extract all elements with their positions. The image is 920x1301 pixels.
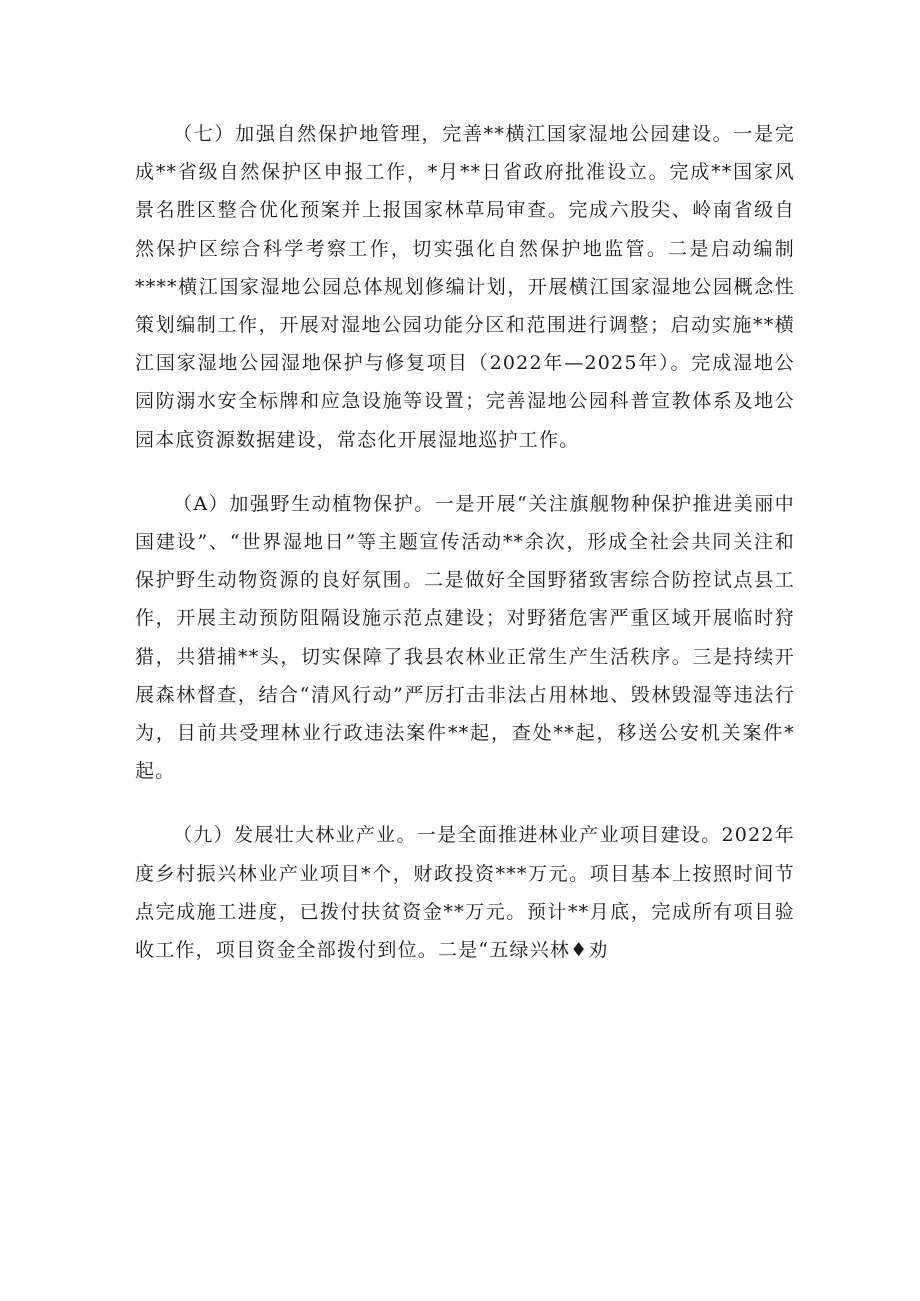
paragraph-section-8: （A）加强野生动植物保护。一是开展“关注旗舰物种保护推进美丽中国建设”、“世界湿地日”等主题宣传活动**余次，形成全社会共同关注和保护野生动物资源的良好氛围。二是做好全国野猪致害综合防控试点县工作，开展主动预防阻隔设施示范点建设；对野猪危害严重区域开展临时狩猎，共猎捕**头，切实保障了我县农林业正常生产生活秩序。三是持续开展森林督查，结合“清风行动”严厉打击非法占用林地、毁林毁湿等违法行为，目前共受理林业行政违法案件**起，查处**起，移送公安机关案件*起。 bbox=[135, 492, 795, 783]
paragraph-section-7: （七）加强自然保护地管理，完善**横江国家湿地公园建设。一是完成**省级自然保护区申报工作，*月**日省政府批准设立。完成**国家风景名胜区整合优化预案并上报国家林草局审查。完成六股尖、岭南省级自然保护区综合科学考察工作，切实强化自然保护地监管。二是启动编制****横江国家湿地公园总体规划修编计划，开展横江国家湿地公园概念性策划编制工作，开展对湿地公园功能分区和范围进行调整；启动实施**横江国家湿地公园湿地保护与修复项目（2022年—2025年）。完成湿地公园防溺水安全标牌和应急设施等设置；完善湿地公园科普宣教体系及地公园本底资源数据建设，常态化开展湿地巡护工作。 bbox=[135, 123, 795, 451]
paragraph-section-9: （九）发展壮大林业产业。一是全面推进林业产业项目建设。2022年度乡村振兴林业产业项目*个，财政投资***万元。项目基本上按照时间节点完成施工进度，已拨付扶贫资金**万元。预计**月底，完成所有项目验收工作，项目资金全部拨付到位。二是“五绿兴林♦劝 bbox=[135, 824, 795, 962]
document-body bbox=[135, 115, 795, 969]
